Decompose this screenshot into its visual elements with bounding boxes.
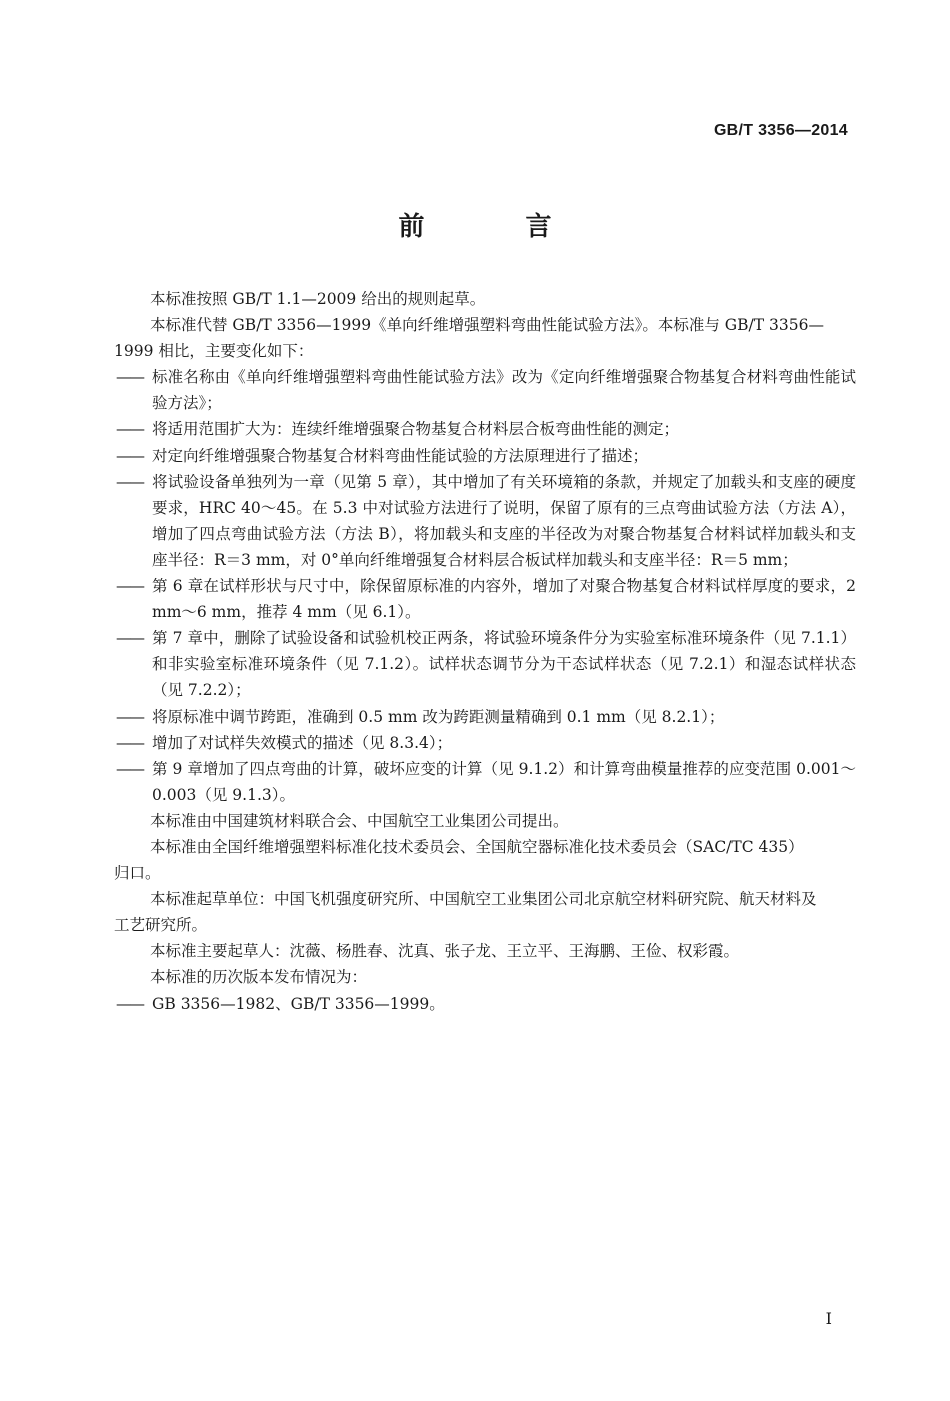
standard-code: GB/T 3356—2014	[713, 122, 848, 139]
list-item: —— 第 6 章在试样形状与尺寸中，除保留原标准的内容外，增加了对聚合物基复合材料试样厚度的要求，2 mm～6 mm，推荐 4 mm（见 6.1）。	[116, 577, 856, 622]
list-item: —— 第 9 章增加了四点弯曲的计算，破坏应变的计算（见 9.1.2）和计算弯曲模量推荐的应变范围 0.001～0.003（见 9.1.3）。	[116, 759, 856, 804]
paragraph-replaces-cont: 1999 相比，主要变化如下：	[114, 342, 314, 361]
paragraph-drafting-units: 本标准起草单位：中国飞机强度研究所、中国航空工业集团公司北京航空材料研究院、航天材料及	[150, 890, 817, 909]
paragraph-replaces: 本标准代替 GB/T 3356—1999《单向纤维增强塑料弯曲性能试验方法》。本标准与 GB/T 3356—	[150, 316, 824, 335]
list-item: —— 标准名称由《单向纤维增强塑料弯曲性能试验方法》改为《定向纤维增强聚合物基复合材料弯曲性能试验方法》；	[116, 368, 856, 413]
list-item: —— 将原标准中调节跨距，准确到 0.5 mm 改为跨距测量精确到 0.1 mm（见 8.2.1）；	[116, 707, 725, 726]
page-title: 前 言	[398, 212, 598, 242]
paragraph-drafting-rules: 本标准按照 GB/T 1.1—2009 给出的规则起草。	[150, 290, 486, 308]
paragraph-history: 本标准的历次版本发布情况为：	[150, 968, 368, 987]
foreword-body	[116, 286, 856, 1017]
paragraph-jurisdiction: 本标准由全国纤维增强塑料标准化技术委员会、全国航空器标准化技术委员会（SAC/TC 435）	[150, 837, 804, 856]
list-item: —— 增加了对试样失效模式的描述（见 8.3.4）；	[116, 733, 453, 752]
paragraph-proposed-by: 本标准由中国建筑材料联合会、中国航空工业集团公司提出。	[150, 811, 569, 830]
paragraph-drafters: 本标准主要起草人：沈薇、杨胜春、沈真、张子龙、王立平、王海鹏、王俭、权彩霞。	[150, 942, 740, 961]
paragraph-jurisdiction-cont: 归口。	[114, 864, 161, 883]
list-item: —— 对定向纤维增强聚合物基复合材料弯曲性能试验的方法原理进行了描述；	[116, 446, 649, 465]
list-item: —— 第 7 章中，删除了试验设备和试验机校正两条，将试验环境条件分为实验室标准环境条件（见 7.1.1）和非实验室标准环境条件（见 7.1.2）。试样状态调节分为干态试样状态（见 7.2.1）和湿态试样状态（见 7.2.2）；	[116, 629, 856, 700]
page-number: I	[825, 1309, 832, 1328]
list-item: —— 将试验设备单独列为一章（见第 5 章），其中增加了有关环境箱的条款，并规定了加载头和支座的硬度要求，HRC 40～45。在 5.3 中对试验方法进行了说明，保留了原有的三点弯曲试验方法（方法 A），增加了四点弯曲试验方法（方法 B），将加载头和支座的半径改为对聚合物基复合材料试样加载头和支座半径：R＝3 mm，对 0°单向纤维增强复合材料层合板试样加载头和支座半径：R＝5 mm；	[116, 472, 856, 569]
paragraph-drafting-units-cont: 工艺研究所。	[114, 916, 208, 935]
list-item: —— GB 3356—1982、GB/T 3356—1999。	[116, 994, 445, 1013]
list-item: —— 将适用范围扩大为：连续纤维增强聚合物基复合材料层合板弯曲性能的测定；	[116, 420, 680, 439]
